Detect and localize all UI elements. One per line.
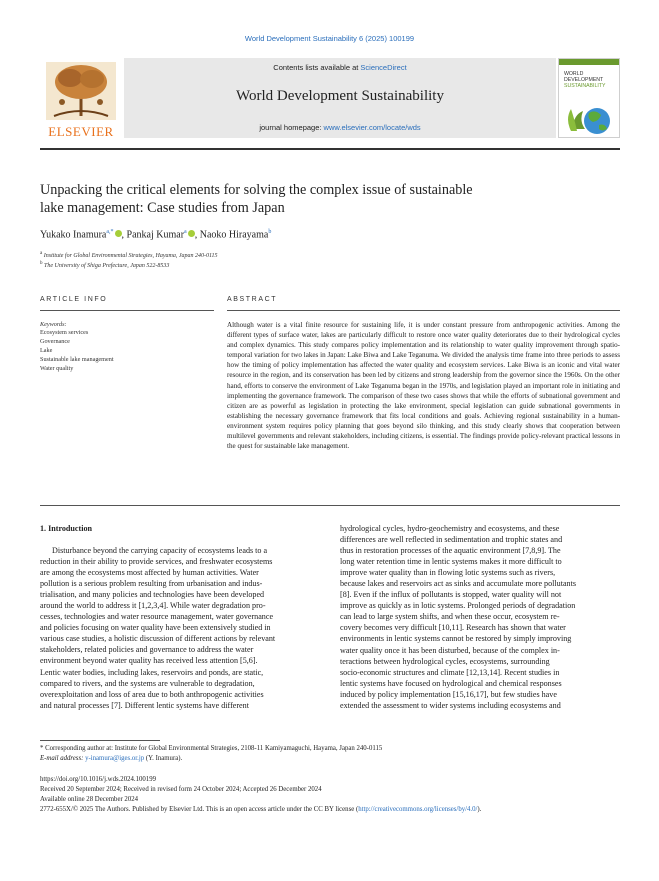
homepage-prefix: journal homepage:: [259, 123, 324, 132]
license-link[interactable]: http://creativecommons.org/licenses/by/4.0/: [358, 806, 478, 813]
text-line: socio-economic structures and climate [12,13,14]. Recent studies in: [340, 667, 560, 677]
text-line: Disturbance beyond the carrying capacity of ecosystems leads to a: [52, 546, 268, 555]
sciencedirect-link[interactable]: ScienceDirect: [360, 63, 407, 72]
intro-left-column: [40, 545, 321, 711]
text-line: because lakes and reservoirs act as sinks and accumulate more pollutants: [340, 579, 576, 589]
corresponding-author: * Corresponding author at: Institute for Global Environmental Strategies, 2108-11 Kamiyamaguchi, Hayama, Japan 240-0115: [40, 745, 383, 752]
orcid-icon[interactable]: [188, 230, 195, 237]
article-title: [40, 181, 600, 217]
header-rule: [40, 148, 620, 150]
doi-link[interactable]: https://doi.org/10.1016/j.wds.2024.100199: [40, 776, 156, 783]
text-line: stakeholders, related policies and governance to address the water: [40, 645, 254, 655]
footnote-rule: [40, 740, 160, 741]
cover-line-3: SUSTAINABILITY: [564, 83, 606, 89]
license-suffix: ).: [477, 806, 482, 813]
text-line: environment beyond water quality has received less attention [5,6].: [40, 656, 258, 666]
keyword: Ecosystem services: [40, 329, 89, 336]
text-line: teractions between hydrological cycles, ecosystems, surrounding: [340, 656, 550, 666]
text-line: Lentic water bodies, including lakes, reservoirs and ponds, are static,: [40, 667, 264, 677]
author-affiliation-mark[interactable]: a: [184, 229, 187, 235]
orcid-icon[interactable]: [115, 230, 122, 237]
author-name[interactable]: Pankaj Kumar: [126, 229, 185, 241]
text-line: trialisation, and many policies and technologies have been developed: [40, 590, 265, 600]
abstract-heading: ABSTRACT: [227, 296, 278, 303]
cover-line-2: DEVELOPMENT: [564, 76, 604, 83]
text-line: reduction in their ability to provide services, and freshwater ecosystems: [40, 557, 273, 567]
cover-line-1: WORLD: [564, 71, 584, 77]
email-label: E-mail address:: [40, 755, 86, 762]
abstract-bottom-rule: [40, 505, 620, 506]
keyword: Lake: [40, 347, 53, 354]
email-suffix: (Y. Inamura).: [144, 755, 183, 762]
introduction-heading: 1. Introduction: [40, 524, 93, 533]
title-line-2: lake management: Case studies from Japan: [40, 200, 285, 216]
cover-title: [564, 72, 618, 83]
keyword: Water quality: [40, 365, 74, 372]
text-line: hydrological cycles, hydro-geochemistry and ecosystems, and these: [340, 524, 560, 533]
affiliation-mark: b: [40, 261, 43, 266]
text-line: are among the ecosystems most affected by human activities. Water: [40, 568, 259, 578]
text-line: induced by policy implementation [15,16,17], but few studies have: [340, 689, 557, 699]
abstract-rule: [227, 310, 620, 311]
text-line: various case studies, a holistic discussion of different actions by relevant: [40, 634, 276, 644]
affiliation: [40, 261, 600, 269]
text-line: differences are well reflected in sedimentation and trophic states and: [340, 535, 563, 545]
text-line: improve water quality than in flowing lotic systems such as rivers,: [340, 568, 556, 578]
text-line: and policies focusing on water quality have been extensively studied in: [40, 623, 271, 633]
text-line: [8]. Even if the influx of pollutants is stopped, water quality will not: [340, 590, 562, 600]
intro-right-column: [340, 523, 620, 711]
affiliation-text: The University of Shiga Prefecture, Japan 522-8533: [44, 263, 170, 269]
text-line: long water retention time in lentic systems makes it more difficult to: [340, 557, 562, 567]
publisher-name: ELSEVIER: [48, 124, 114, 139]
article-info-rule: [40, 310, 214, 311]
title-line-1: Unpacking the critical elements for solving the complex issue of sustainable: [40, 182, 473, 198]
text-line: overexploitation and loss of area due to both anthropogenic activities: [40, 689, 264, 699]
keyword: Sustainable lake management: [40, 356, 114, 363]
affiliation: [40, 251, 600, 259]
text-line: pollution is a serious problem resulting from urbanisation and indus-: [40, 579, 263, 589]
affiliation-text: Institute for Global Environmental Strategies, Hayama, Japan 240-0115: [43, 253, 218, 259]
author-affiliation-mark[interactable]: a,*: [106, 229, 114, 235]
author-name[interactable]: Naoko Hirayama: [199, 229, 269, 241]
text-line: compared to rivers, and the systems are vulnerable to degradation,: [40, 678, 255, 688]
affiliation-mark: a: [40, 251, 43, 256]
text-line: extended the assessment to wider systems including ecosystems and: [340, 700, 561, 710]
author-list: Yukako Inamura$^{a,*}$ , Pankaj Kumar$^a$ , Naoko Hirayama$^b$: [40, 229, 272, 241]
text-line: water quality once it has been disturbed, because of the complex in-: [340, 645, 560, 655]
text-line: thus in restoration processes of the aquatic environment [7,8,9]. The: [340, 546, 561, 556]
text-line: covery becomes very difficult [10,11]. Research has shown that water: [340, 623, 566, 633]
text-line: and natural processes [7]. Different lentic systems have different: [40, 700, 249, 710]
journal-title: World Development Sustainability: [236, 88, 444, 104]
text-line: cesses, technologies and water resource management, water governance: [40, 612, 274, 622]
journal-homepage-link[interactable]: www.elsevier.com/locate/wds: [323, 123, 421, 132]
elsevier-tree-icon: [40, 58, 122, 122]
license-line: [40, 806, 620, 813]
text-line: around the world to address it [1,2,3,4]. While water degradation pro-: [40, 601, 266, 611]
contents-line: [124, 63, 556, 72]
keyword: Governance: [40, 338, 70, 345]
journal-cover: [558, 58, 620, 138]
license-prefix: 2772-655X/© 2025 The Authors. Published by Elsevier Ltd. This is an open access article under the CC BY license (: [40, 806, 359, 813]
journal-citation[interactable]: World Development Sustainability 6 (2025) 100199: [244, 34, 415, 43]
abstract-text: Although water is a vital finite resource for sustaining life, it is under constant pressure from anthropogenic activities. Among the different types of surface water, lakes are particularly difficult to restore once water quality deteriorates due to their hydrological cycles and complex dynamics. This study compares policy implementation and its relationship to water quality improvement through spatio-temporal variation for two lakes in Japan: Lake Biwa and Lake Teganuma. We divided the analysis time frame into three periods to assess how the timing of policy implementation has affected the water quality and ecosystem services. Lake Biwa is an iconic and vital water resource in the region, and its conservation has been led by citizens and strong leadership from the governor since the 1960s. On the other hand, efforts to conserve the environment of Lake Teganuma began in the 1970s, and legislation played an important role in initiating and implementing the governance framework. The comparison of these two cases shows that while the efforts of subnational government and citizen are as powerful as legislation in protecting the lake environment, special legislation can guide subnational governments in establishing the necessary governance framework that fits local conditions and goals. Achieving regional sustainability in a human-environment system requires policy planning that goes beyond silo thinking, and this study clearly shows that cooperation between multilevel governments and relevant stakeholders, including citizens, is essential. The findings provide policy-relevant practical lessons in the quest for sustainable lake management.: [227, 321, 620, 451]
received-dates: Received 20 September 2024; Received in revised form 24 October 2024; Accepted 26 December 2024: [40, 786, 322, 793]
email-line: [40, 755, 620, 762]
text-line: environments in lentic systems cannot be restored by simply improving: [340, 634, 572, 644]
text-line: lentic systems have focused on hydrological and chemical responses: [340, 678, 562, 688]
online-date: Available online 28 December 2024: [40, 796, 139, 803]
author-name[interactable]: Yukako Inamura: [40, 229, 107, 241]
homepage-line: [124, 123, 556, 132]
article-info-heading: ARTICLE INFO: [40, 296, 108, 303]
keywords-label: Keywords:: [40, 321, 67, 328]
email-link[interactable]: y-inamura@iges.or.jp: [85, 755, 145, 762]
author-affiliation-mark[interactable]: b: [268, 229, 272, 235]
text-line: improve as quickly as in lotic systems. Prolonged periods of degradation: [340, 601, 576, 611]
contents-prefix: Contents lists available at: [273, 63, 361, 72]
text-line: can lead to large system shifts, and when these occur, ecosystem re-: [340, 612, 560, 622]
